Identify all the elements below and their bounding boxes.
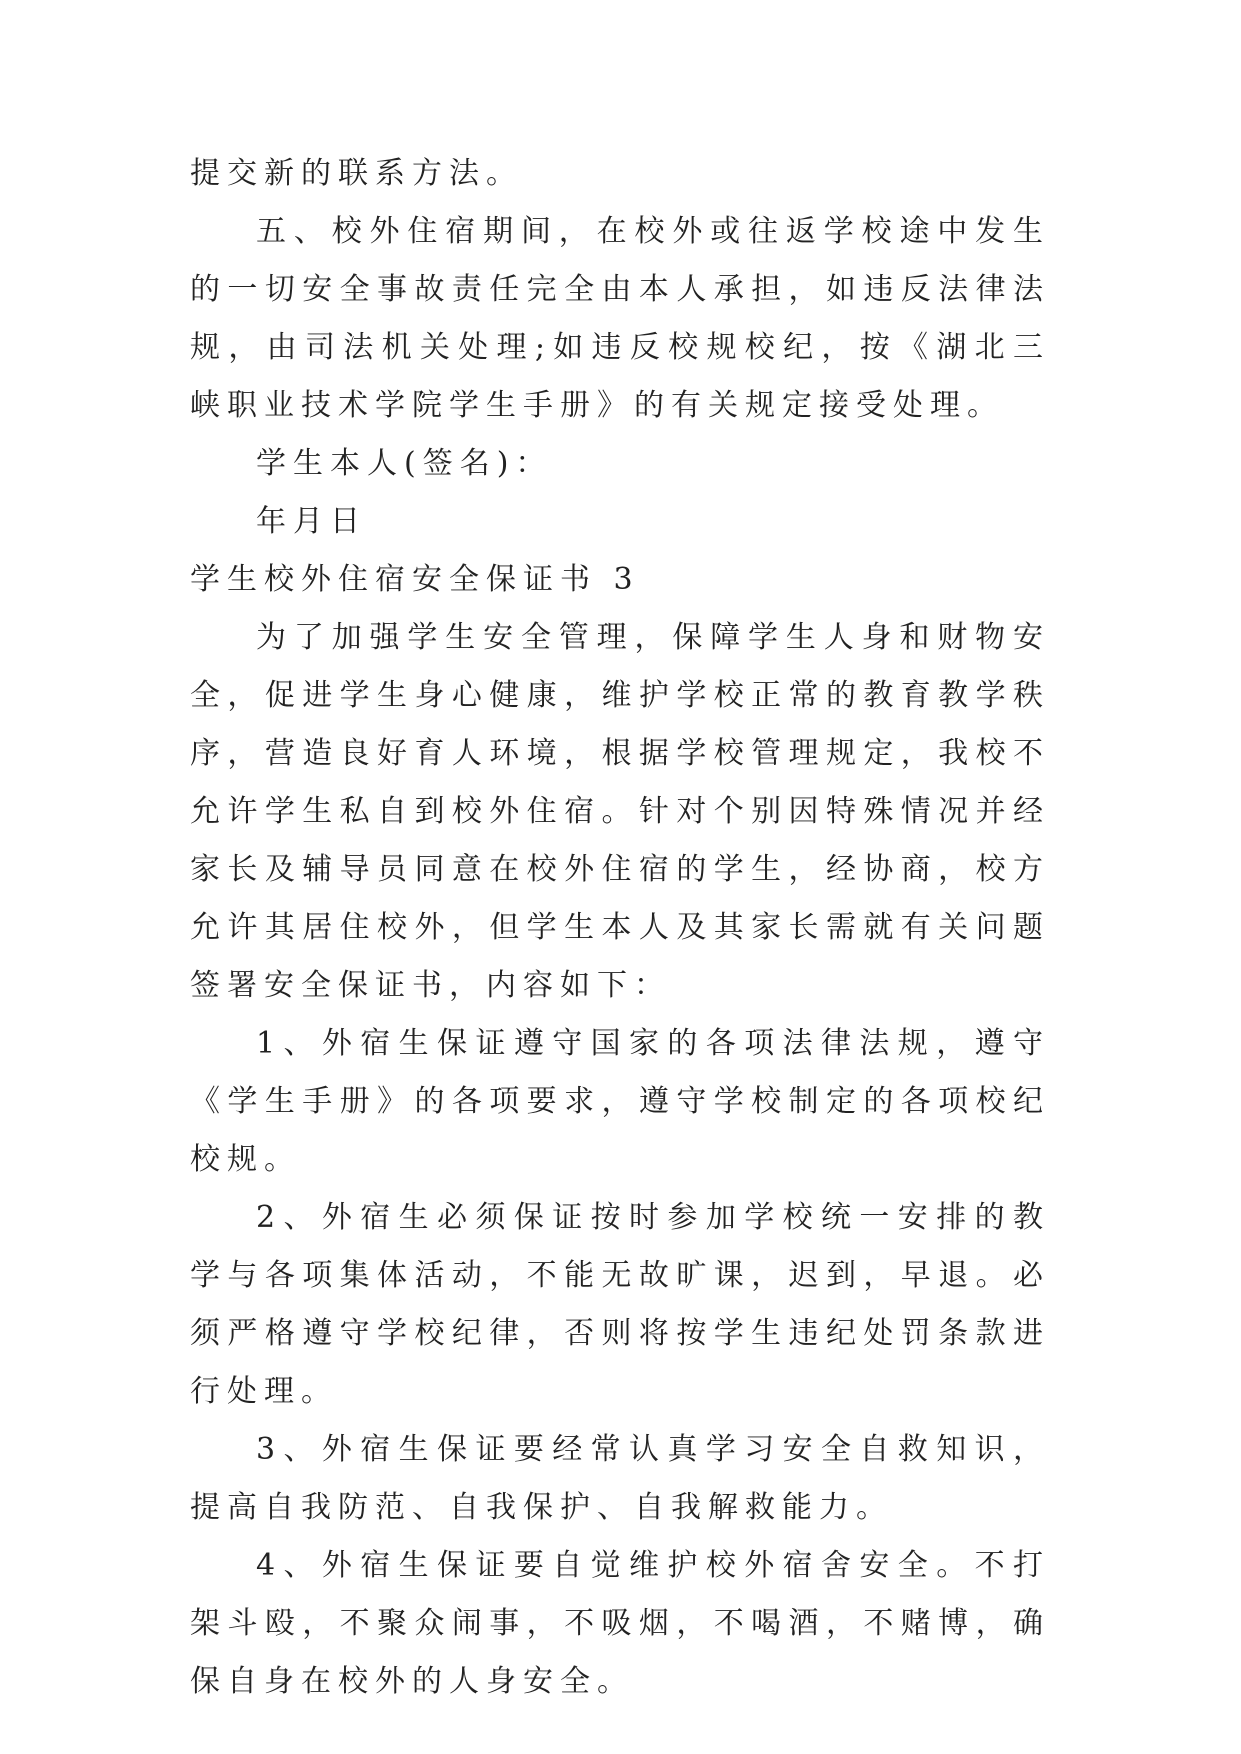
paragraph-item-five: 五、校外住宿期间，在校外或往返学校途中发生的一切安全事故责任完全由本人承担，如违反法律法规，由司法机关处理;如违反校规校纪，按《湖北三峡职业技术学院学生手册》的有关规定接受处理。	[190, 214, 1050, 423]
paragraph-item-1: 1、外宿生保证遵守国家的各项法律法规，遵守《学生手册》的各项要求，遵守学校制定的各项校纪校规。	[190, 1026, 1050, 1177]
document-body	[190, 145, 1050, 1711]
paragraph-intro: 为了加强学生安全管理，保障学生人身和财物安全，促进学生身心健康，维护学校正常的教育教学秩序，营造良好育人环境，根据学校管理规定，我校不允许学生私自到校外住宿。针对个别因特殊情况并经家长及辅导员同意在校外住宿的学生，经协商，校方允许其居住校外，但学生本人及其家长需就有关问题签署安全保证书，内容如下：	[190, 620, 1050, 1003]
paragraph-contact-method: 提交新的联系方法。	[190, 156, 523, 191]
section-heading: 学生校外住宿安全保证书 3	[190, 562, 640, 597]
paragraph-item-4: 4、外宿生保证要自觉维护校外宿舍安全。不打架斗殴，不聚众闹事，不吸烟，不喝酒，不赌博，确保自身在校外的人身安全。	[190, 1548, 1050, 1699]
paragraph-item-2: 2、外宿生必须保证按时参加学校统一安排的教学与各项集体活动，不能无故旷课，迟到，早退。必须严格遵守学校纪律，否则将按学生违纪处罚条款进行处理。	[190, 1200, 1050, 1409]
paragraph-item-3: 3、外宿生保证要经常认真学习安全自救知识，提高自我防范、自我保护、自我解救能力。	[190, 1432, 1050, 1525]
signature-line: 学生本人(签名)：	[256, 446, 553, 481]
date-line: 年月日	[256, 504, 367, 539]
